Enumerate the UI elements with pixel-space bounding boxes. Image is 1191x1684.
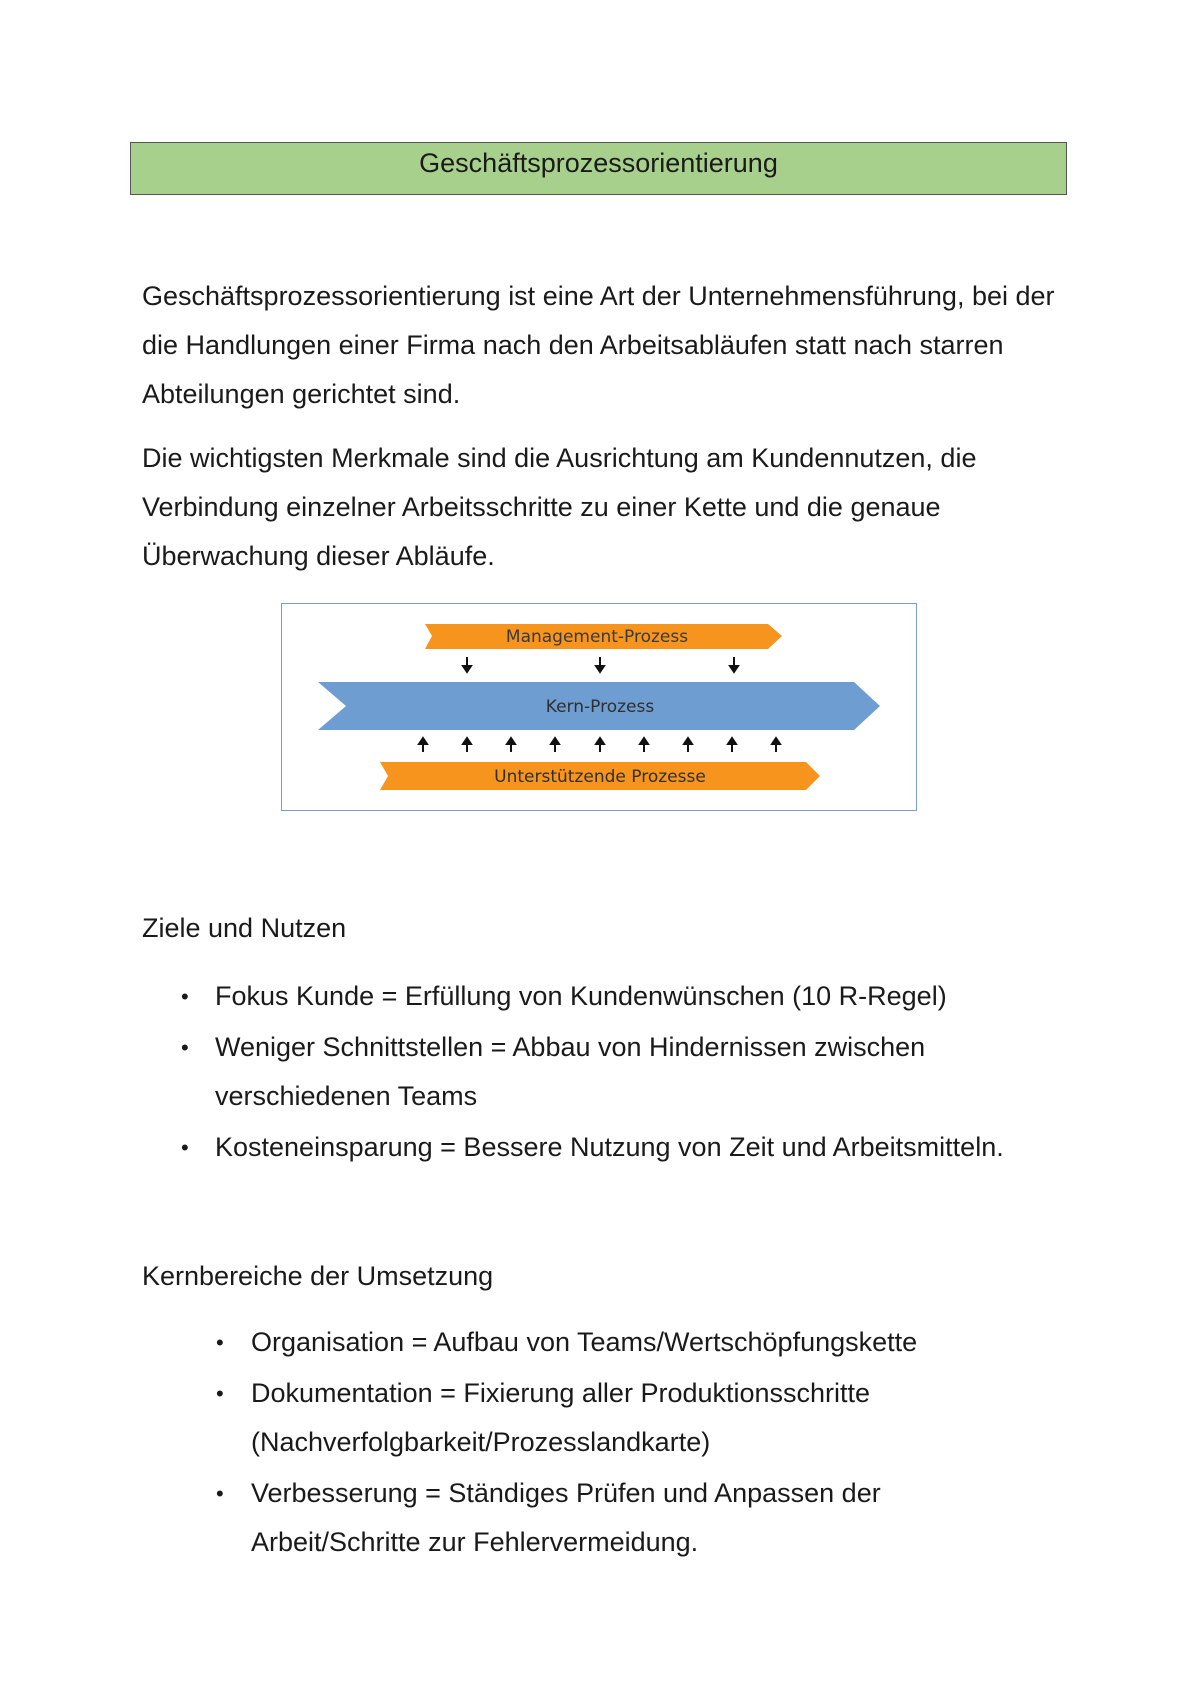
down-arrows: [463, 657, 738, 672]
process-diagram: [281, 603, 917, 811]
goal-item-text: Fokus Kunde = Erfüllung von Kundenwünschen (10 R-Regel): [215, 981, 947, 1011]
core-areas-list: [216, 1318, 951, 1569]
bullet-icon: •: [181, 1135, 189, 1160]
bullet-icon: •: [216, 1330, 224, 1355]
list-item: [181, 1023, 1075, 1121]
intro-paragraph-2: Die wichtigsten Merkmale sind die Ausrichtung am Kundennutzen, die Verbindung einzelner Arbeitsschritte zu einer Kette und die genaue Überwachung dieser Abläufe.: [142, 443, 977, 571]
goal-item-text: Kosteneinsparung = Bessere Nutzung von Zeit und Arbeitsmitteln.: [215, 1132, 1004, 1162]
management-process-label: Management-Prozess: [505, 627, 689, 647]
page-title-banner: [130, 142, 1067, 195]
goals-heading: Ziele und Nutzen: [142, 913, 347, 943]
up-arrows: [419, 738, 780, 752]
bullet-icon: •: [181, 984, 189, 1009]
core-area-item-text: Organisation = Aufbau von Teams/Wertschöpfungskette: [251, 1327, 918, 1357]
goal-item-text: Weniger Schnittstellen = Abbau von Hindernissen zwischen verschiedenen Teams: [215, 1032, 926, 1111]
list-item: [216, 1469, 951, 1567]
list-item: [181, 972, 1075, 1021]
core-areas-heading: Kernbereiche der Umsetzung: [142, 1261, 494, 1291]
bullet-icon: •: [216, 1381, 224, 1406]
bullet-icon: •: [181, 1035, 189, 1060]
core-process-label: Kern-Prozess: [545, 697, 655, 717]
core-area-item-text: Verbesserung = Ständiges Prüfen und Anpassen der Arbeit/Schritte zur Fehlervermeidung.: [251, 1478, 881, 1557]
bullet-icon: •: [216, 1481, 224, 1506]
goals-list: [181, 972, 1075, 1174]
support-process-label: Unterstützende Prozesse: [494, 767, 706, 787]
list-item: [216, 1318, 951, 1367]
core-area-item-text: Dokumentation = Fixierung aller Produktionsschritte (Nachverfolgbarkeit/Prozesslandkarte): [251, 1378, 871, 1457]
list-item: [216, 1369, 951, 1467]
list-item: [181, 1123, 1075, 1172]
intro-paragraph-1: Geschäftsprozessorientierung ist eine Art der Unternehmensführung, bei der die Handlungen einer Firma nach den Arbeitsabläufen statt nach starren Abteilungen gerichtet sind.: [142, 281, 1055, 409]
page-title: Geschäftsprozessorientierung: [419, 148, 778, 178]
